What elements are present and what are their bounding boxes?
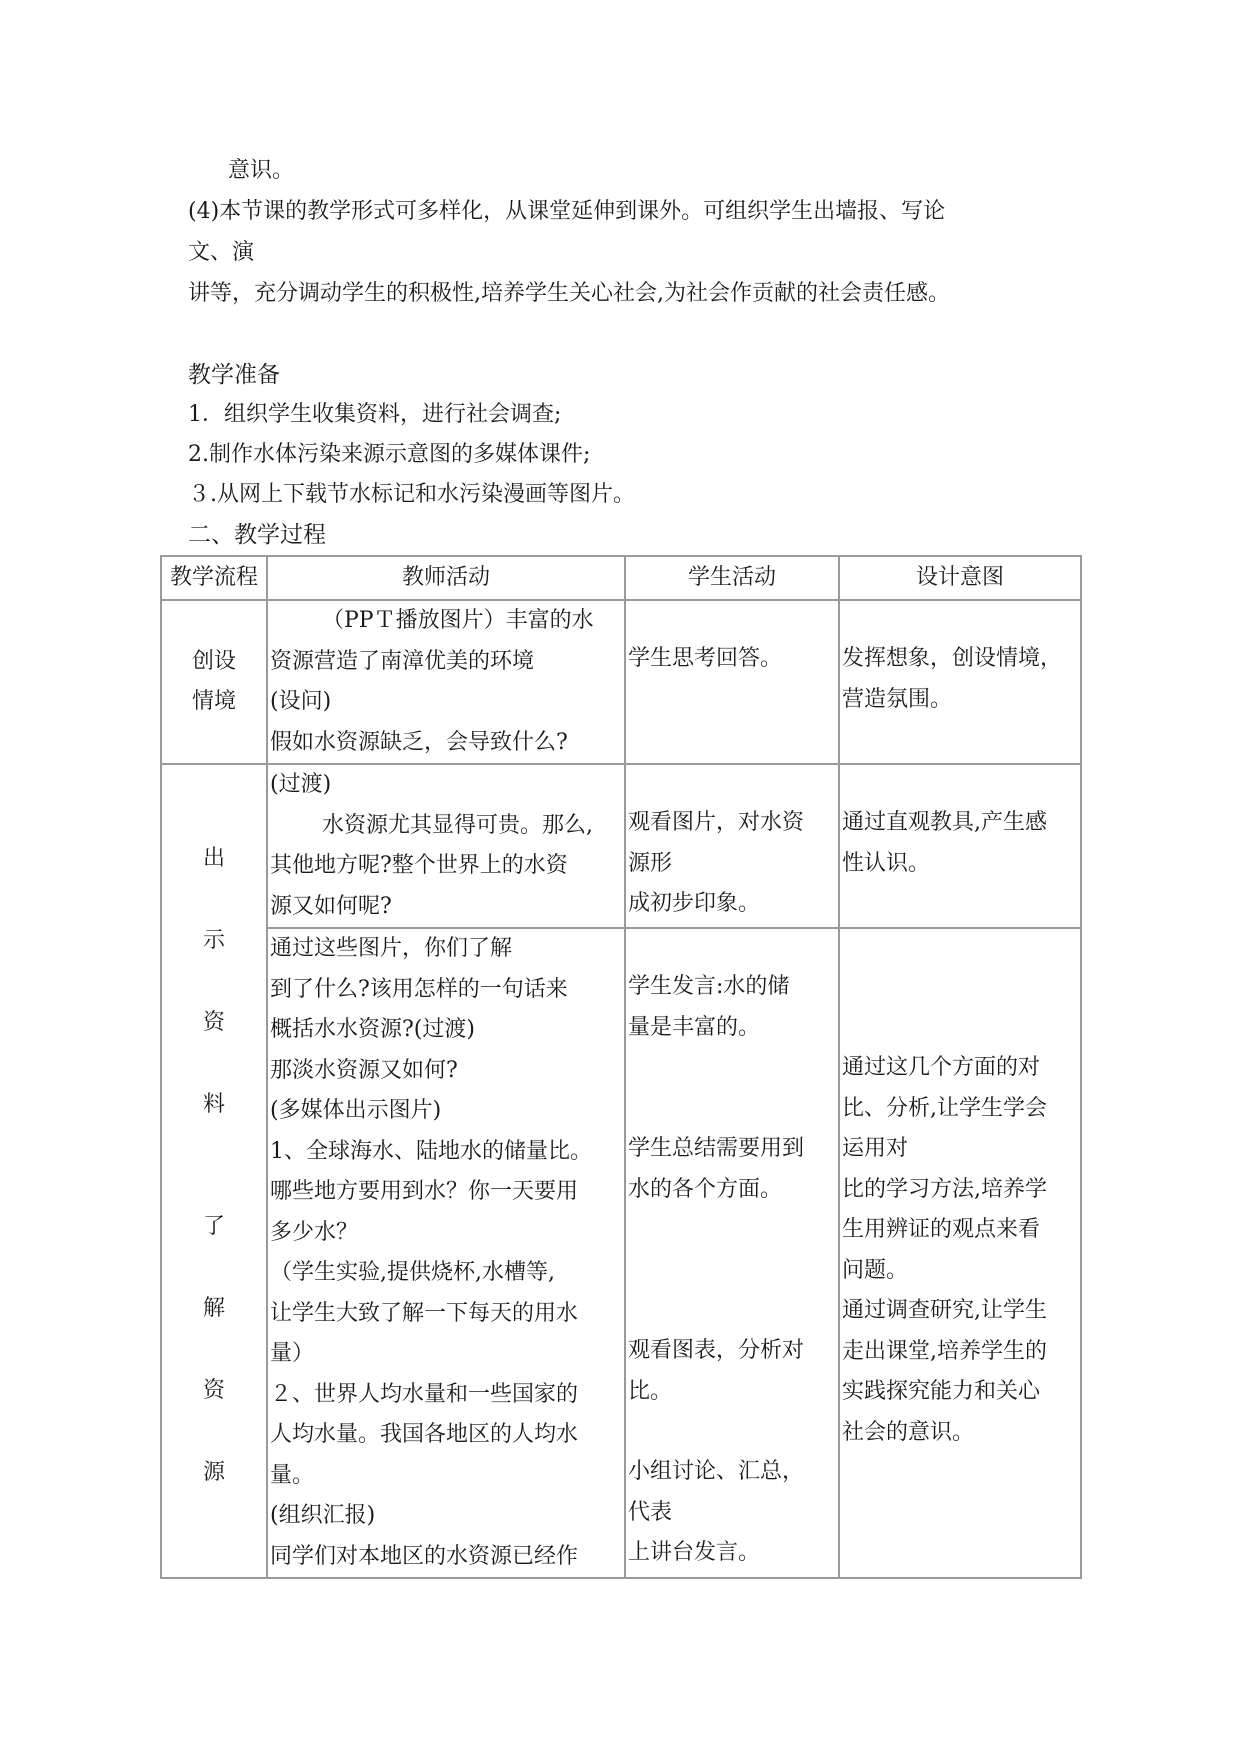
header-student: 学生活动: [625, 556, 839, 600]
student-cell: [625, 764, 839, 928]
table-row: [161, 600, 1081, 764]
teacher-text: 资源营造了南漳优美的环境: [270, 648, 535, 674]
teacher-cell: [267, 600, 625, 764]
intro-line-1: 意识。: [228, 158, 295, 183]
student-text: 学生发言:水的储: [628, 974, 790, 999]
prep-title: 教学准备: [188, 362, 280, 388]
design-cell: [839, 764, 1081, 928]
teacher-cell: [267, 928, 625, 1578]
table-header-row: [161, 556, 1081, 600]
teacher-cell: [267, 764, 625, 928]
student-text: 代表: [628, 1499, 673, 1525]
teacher-text: 量。: [270, 1462, 315, 1488]
stage-text: 创设: [191, 648, 236, 674]
teacher-text: 通过这些图片，你们了解: [270, 936, 513, 961]
teacher-text: 假如水资源缺乏，会导致什么?: [270, 729, 568, 755]
stage-text: 源: [202, 1460, 225, 1485]
design-text: 通过调查研究,让学生: [842, 1298, 1047, 1323]
teacher-text: 那淡水资源又如何?: [270, 1057, 458, 1083]
student-text: 源形: [628, 850, 673, 876]
teacher-text: (多媒体出示图片): [270, 1098, 442, 1123]
design-text: 通过这几个方面的对: [842, 1055, 1041, 1080]
intro-line-3: 文、演: [188, 240, 255, 265]
student-text: 水的各个方面。: [628, 1176, 783, 1202]
teacher-text: 人均水量。我国各地区的人均水: [270, 1422, 579, 1447]
design-text: 发挥想象，创设情境，: [842, 646, 1063, 671]
teacher-text: 量）: [270, 1341, 315, 1366]
stage-text: 示: [202, 928, 225, 953]
design-text: 实践探究能力和关心: [842, 1379, 1041, 1404]
design-text: 通过直观教具,产生感: [842, 810, 1047, 835]
lesson-table: [160, 555, 1082, 1579]
student-text: 上讲台发言。: [628, 1540, 761, 1565]
teacher-text: (组织汇报): [270, 1503, 376, 1528]
student-text: 量是丰富的。: [628, 1014, 761, 1040]
teacher-text: 其他地方呢?整个世界上的水资: [270, 853, 568, 878]
teacher-text: (设问): [270, 689, 332, 714]
teacher-text: 1、全球海水、陆地水的储量比。: [270, 1138, 592, 1164]
stage-text: 了: [202, 1214, 225, 1239]
design-cell: [839, 928, 1081, 1578]
stage-text: 出: [202, 846, 225, 871]
student-text: 小组讨论、汇总，: [628, 1459, 805, 1484]
stage-text: 解: [202, 1296, 225, 1321]
teacher-text: 源又如何呢?: [270, 893, 392, 919]
design-text: 生用辨证的观点来看: [842, 1217, 1041, 1242]
student-text: 学生总结需要用到: [628, 1136, 805, 1161]
intro-line-4: 讲等，充分调动学生的积极性,培养学生关心社会,为社会作贡献的社会责任感。: [188, 281, 950, 306]
stage-text: 资: [202, 1010, 225, 1035]
intro-line-2: (4)本节课的教学形式可多样化，从课堂延伸到课外。可组织学生出墙报、写论: [188, 199, 946, 224]
teacher-text: ２、世界人均水量和一些国家的: [270, 1381, 579, 1407]
header-design: 设计意图: [839, 556, 1081, 600]
student-text: 学生思考回答。: [628, 646, 783, 671]
table-row: [161, 764, 1081, 928]
design-text: 比的学习方法,培养学: [842, 1176, 1047, 1202]
teacher-text: 水资源尤其显得可贵。那么,: [322, 812, 593, 838]
stage-cell: [161, 600, 267, 764]
student-cell: [625, 928, 839, 1578]
teacher-text: (过渡): [270, 772, 332, 797]
design-text: 问题。: [842, 1257, 909, 1283]
table-row: [161, 928, 1081, 1578]
student-cell: [625, 600, 839, 764]
student-text: 比。: [628, 1378, 673, 1404]
student-text: 观看图表，分析对: [628, 1338, 805, 1363]
stage-cell: [161, 764, 267, 1578]
stage-text: 料: [202, 1092, 225, 1117]
design-text: 性认识。: [842, 850, 931, 876]
design-cell: [839, 600, 1081, 764]
prep-item-2: 2.制作水体污染来源示意图的多媒体课件;: [188, 442, 591, 467]
prep-item-3: ３.从网上下载节水标记和水污染漫画等图片。: [188, 482, 635, 507]
design-text: 社会的意识。: [842, 1419, 975, 1445]
design-text: 营造氛围。: [842, 686, 953, 712]
teacher-text: （学生实验,提供烧杯,水槽等,: [270, 1260, 555, 1285]
process-title: 二、教学过程: [188, 522, 326, 548]
teacher-text: 到了什么?该用怎样的一句话来: [270, 976, 568, 1002]
header-teacher: 教师活动: [267, 556, 625, 600]
teacher-text: 哪些地方要用到水？你一天要用: [270, 1179, 579, 1204]
student-text: 观看图片，对水资: [628, 810, 805, 835]
stage-text: 资: [202, 1378, 225, 1403]
teacher-text: 多少水？: [270, 1219, 359, 1245]
design-text: 比、分析,让学生学会: [842, 1095, 1047, 1121]
teacher-text: 让学生大致了解一下每天的用水: [270, 1300, 579, 1326]
stage-text: 情境: [191, 689, 236, 714]
design-text: 走出课堂,培养学生的: [842, 1338, 1047, 1364]
design-text: 运用对: [842, 1136, 909, 1161]
header-stage: 教学流程: [161, 556, 267, 600]
prep-item-1: 1．组织学生收集资料，进行社会调查;: [188, 402, 562, 427]
teacher-text: 概括水水资源?(过渡): [270, 1017, 475, 1042]
teacher-text: （PPＴ播放图片）丰富的水: [322, 608, 594, 633]
teacher-text: 同学们对本地区的水资源已经作: [270, 1543, 579, 1569]
student-text: 成初步印象。: [628, 891, 761, 916]
